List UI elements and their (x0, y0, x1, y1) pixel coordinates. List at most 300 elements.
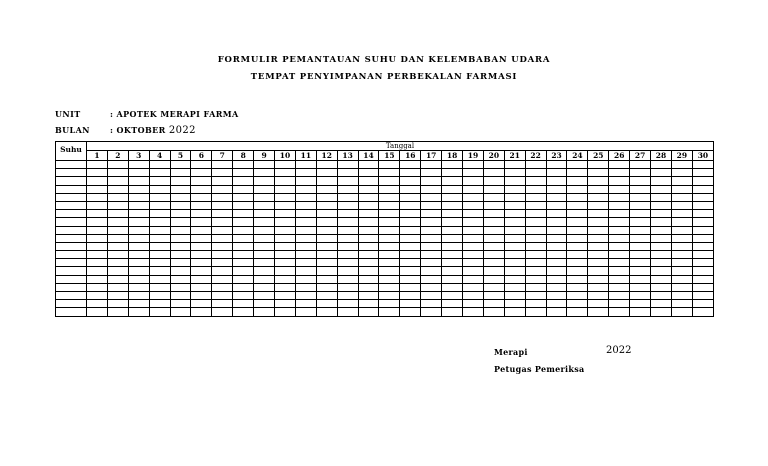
reading-cell[interactable] (588, 193, 609, 201)
reading-cell[interactable] (588, 218, 609, 226)
reading-cell[interactable] (233, 177, 254, 185)
reading-cell[interactable] (692, 193, 713, 201)
reading-cell[interactable] (128, 251, 149, 259)
reading-cell[interactable] (170, 259, 191, 267)
suhu-cell[interactable] (56, 234, 87, 242)
reading-cell[interactable] (191, 283, 212, 291)
reading-cell[interactable] (546, 242, 567, 250)
reading-cell[interactable] (275, 234, 296, 242)
reading-cell[interactable] (546, 161, 567, 169)
reading-cell[interactable] (651, 283, 672, 291)
reading-cell[interactable] (463, 308, 484, 316)
reading-cell[interactable] (337, 193, 358, 201)
reading-cell[interactable] (295, 251, 316, 259)
reading-cell[interactable] (400, 201, 421, 209)
reading-cell[interactable] (463, 169, 484, 177)
reading-cell[interactable] (609, 267, 630, 275)
reading-cell[interactable] (421, 169, 442, 177)
reading-cell[interactable] (442, 161, 463, 169)
reading-cell[interactable] (651, 226, 672, 234)
reading-cell[interactable] (254, 201, 275, 209)
reading-cell[interactable] (275, 267, 296, 275)
reading-cell[interactable] (609, 251, 630, 259)
reading-cell[interactable] (692, 300, 713, 308)
reading-cell[interactable] (692, 226, 713, 234)
reading-cell[interactable] (337, 300, 358, 308)
reading-cell[interactable] (588, 161, 609, 169)
reading-cell[interactable] (463, 177, 484, 185)
reading-cell[interactable] (233, 185, 254, 193)
reading-cell[interactable] (128, 283, 149, 291)
reading-cell[interactable] (191, 185, 212, 193)
reading-cell[interactable] (567, 242, 588, 250)
reading-cell[interactable] (233, 292, 254, 300)
reading-cell[interactable] (275, 292, 296, 300)
reading-cell[interactable] (337, 210, 358, 218)
reading-cell[interactable] (170, 210, 191, 218)
suhu-cell[interactable] (56, 193, 87, 201)
reading-cell[interactable] (588, 251, 609, 259)
reading-cell[interactable] (442, 275, 463, 283)
reading-cell[interactable] (609, 169, 630, 177)
reading-cell[interactable] (316, 242, 337, 250)
reading-cell[interactable] (275, 201, 296, 209)
reading-cell[interactable] (525, 275, 546, 283)
reading-cell[interactable] (149, 177, 170, 185)
reading-cell[interactable] (358, 201, 379, 209)
reading-cell[interactable] (275, 161, 296, 169)
reading-cell[interactable] (609, 185, 630, 193)
reading-cell[interactable] (525, 218, 546, 226)
reading-cell[interactable] (463, 283, 484, 291)
reading-cell[interactable] (358, 218, 379, 226)
reading-cell[interactable] (651, 259, 672, 267)
reading-cell[interactable] (651, 177, 672, 185)
reading-cell[interactable] (442, 169, 463, 177)
reading-cell[interactable] (191, 242, 212, 250)
reading-cell[interactable] (567, 251, 588, 259)
suhu-cell[interactable] (56, 275, 87, 283)
reading-cell[interactable] (483, 210, 504, 218)
suhu-cell[interactable] (56, 267, 87, 275)
reading-cell[interactable] (295, 275, 316, 283)
reading-cell[interactable] (609, 193, 630, 201)
reading-cell[interactable] (546, 251, 567, 259)
reading-cell[interactable] (504, 251, 525, 259)
reading-cell[interactable] (483, 300, 504, 308)
reading-cell[interactable] (671, 234, 692, 242)
reading-cell[interactable] (463, 267, 484, 275)
reading-cell[interactable] (525, 308, 546, 316)
reading-cell[interactable] (546, 275, 567, 283)
reading-cell[interactable] (233, 234, 254, 242)
reading-cell[interactable] (337, 283, 358, 291)
reading-cell[interactable] (463, 234, 484, 242)
reading-cell[interactable] (588, 283, 609, 291)
reading-cell[interactable] (107, 267, 128, 275)
reading-cell[interactable] (107, 292, 128, 300)
reading-cell[interactable] (504, 308, 525, 316)
reading-cell[interactable] (671, 193, 692, 201)
reading-cell[interactable] (630, 218, 651, 226)
reading-cell[interactable] (546, 169, 567, 177)
reading-cell[interactable] (170, 300, 191, 308)
reading-cell[interactable] (191, 177, 212, 185)
reading-cell[interactable] (588, 242, 609, 250)
suhu-cell[interactable] (56, 259, 87, 267)
reading-cell[interactable] (651, 210, 672, 218)
suhu-cell[interactable] (56, 177, 87, 185)
reading-cell[interactable] (107, 251, 128, 259)
reading-cell[interactable] (651, 234, 672, 242)
reading-cell[interactable] (128, 267, 149, 275)
reading-cell[interactable] (567, 201, 588, 209)
reading-cell[interactable] (504, 234, 525, 242)
reading-cell[interactable] (358, 267, 379, 275)
reading-cell[interactable] (107, 283, 128, 291)
reading-cell[interactable] (609, 161, 630, 169)
reading-cell[interactable] (421, 193, 442, 201)
reading-cell[interactable] (588, 177, 609, 185)
reading-cell[interactable] (421, 185, 442, 193)
reading-cell[interactable] (546, 267, 567, 275)
reading-cell[interactable] (358, 226, 379, 234)
reading-cell[interactable] (295, 201, 316, 209)
reading-cell[interactable] (379, 226, 400, 234)
reading-cell[interactable] (630, 275, 651, 283)
reading-cell[interactable] (421, 283, 442, 291)
reading-cell[interactable] (87, 218, 108, 226)
reading-cell[interactable] (107, 210, 128, 218)
reading-cell[interactable] (525, 177, 546, 185)
reading-cell[interactable] (379, 234, 400, 242)
reading-cell[interactable] (400, 185, 421, 193)
reading-cell[interactable] (379, 218, 400, 226)
reading-cell[interactable] (609, 201, 630, 209)
reading-cell[interactable] (128, 226, 149, 234)
reading-cell[interactable] (609, 234, 630, 242)
reading-cell[interactable] (588, 300, 609, 308)
reading-cell[interactable] (483, 218, 504, 226)
reading-cell[interactable] (546, 292, 567, 300)
reading-cell[interactable] (337, 292, 358, 300)
reading-cell[interactable] (546, 234, 567, 242)
reading-cell[interactable] (212, 283, 233, 291)
reading-cell[interactable] (442, 259, 463, 267)
reading-cell[interactable] (87, 292, 108, 300)
reading-cell[interactable] (400, 267, 421, 275)
reading-cell[interactable] (358, 193, 379, 201)
reading-cell[interactable] (128, 292, 149, 300)
reading-cell[interactable] (692, 169, 713, 177)
reading-cell[interactable] (525, 201, 546, 209)
reading-cell[interactable] (525, 210, 546, 218)
reading-cell[interactable] (671, 283, 692, 291)
reading-cell[interactable] (504, 226, 525, 234)
reading-cell[interactable] (170, 251, 191, 259)
suhu-cell[interactable] (56, 242, 87, 250)
reading-cell[interactable] (567, 259, 588, 267)
reading-cell[interactable] (567, 161, 588, 169)
reading-cell[interactable] (337, 177, 358, 185)
reading-cell[interactable] (233, 300, 254, 308)
reading-cell[interactable] (588, 259, 609, 267)
reading-cell[interactable] (233, 210, 254, 218)
reading-cell[interactable] (212, 242, 233, 250)
reading-cell[interactable] (504, 161, 525, 169)
reading-cell[interactable] (191, 300, 212, 308)
reading-cell[interactable] (170, 161, 191, 169)
reading-cell[interactable] (149, 210, 170, 218)
reading-cell[interactable] (87, 201, 108, 209)
reading-cell[interactable] (567, 283, 588, 291)
reading-cell[interactable] (212, 259, 233, 267)
reading-cell[interactable] (504, 218, 525, 226)
reading-cell[interactable] (212, 300, 233, 308)
suhu-cell[interactable] (56, 226, 87, 234)
reading-cell[interactable] (87, 234, 108, 242)
reading-cell[interactable] (358, 210, 379, 218)
reading-cell[interactable] (609, 300, 630, 308)
reading-cell[interactable] (442, 177, 463, 185)
reading-cell[interactable] (254, 251, 275, 259)
reading-cell[interactable] (442, 226, 463, 234)
reading-cell[interactable] (128, 308, 149, 316)
reading-cell[interactable] (212, 251, 233, 259)
reading-cell[interactable] (504, 275, 525, 283)
reading-cell[interactable] (87, 169, 108, 177)
reading-cell[interactable] (400, 275, 421, 283)
reading-cell[interactable] (651, 218, 672, 226)
reading-cell[interactable] (463, 161, 484, 169)
reading-cell[interactable] (525, 242, 546, 250)
reading-cell[interactable] (504, 283, 525, 291)
reading-cell[interactable] (504, 169, 525, 177)
reading-cell[interactable] (275, 308, 296, 316)
reading-cell[interactable] (233, 308, 254, 316)
reading-cell[interactable] (295, 242, 316, 250)
reading-cell[interactable] (442, 242, 463, 250)
reading-cell[interactable] (671, 185, 692, 193)
reading-cell[interactable] (337, 201, 358, 209)
reading-cell[interactable] (107, 275, 128, 283)
reading-cell[interactable] (671, 267, 692, 275)
reading-cell[interactable] (212, 177, 233, 185)
reading-cell[interactable] (609, 218, 630, 226)
reading-cell[interactable] (379, 308, 400, 316)
reading-cell[interactable] (525, 292, 546, 300)
reading-cell[interactable] (504, 185, 525, 193)
reading-cell[interactable] (421, 234, 442, 242)
suhu-cell[interactable] (56, 185, 87, 193)
reading-cell[interactable] (609, 210, 630, 218)
reading-cell[interactable] (379, 292, 400, 300)
reading-cell[interactable] (567, 267, 588, 275)
reading-cell[interactable] (107, 201, 128, 209)
reading-cell[interactable] (463, 292, 484, 300)
reading-cell[interactable] (400, 177, 421, 185)
reading-cell[interactable] (233, 201, 254, 209)
reading-cell[interactable] (128, 185, 149, 193)
reading-cell[interactable] (463, 201, 484, 209)
reading-cell[interactable] (358, 161, 379, 169)
reading-cell[interactable] (149, 161, 170, 169)
reading-cell[interactable] (337, 267, 358, 275)
reading-cell[interactable] (546, 210, 567, 218)
reading-cell[interactable] (651, 193, 672, 201)
suhu-cell[interactable] (56, 308, 87, 316)
reading-cell[interactable] (546, 201, 567, 209)
reading-cell[interactable] (483, 308, 504, 316)
reading-cell[interactable] (233, 242, 254, 250)
reading-cell[interactable] (630, 193, 651, 201)
reading-cell[interactable] (233, 283, 254, 291)
reading-cell[interactable] (295, 300, 316, 308)
reading-cell[interactable] (442, 292, 463, 300)
reading-cell[interactable] (107, 185, 128, 193)
reading-cell[interactable] (191, 210, 212, 218)
reading-cell[interactable] (504, 300, 525, 308)
reading-cell[interactable] (295, 292, 316, 300)
reading-cell[interactable] (442, 267, 463, 275)
reading-cell[interactable] (609, 283, 630, 291)
reading-cell[interactable] (651, 242, 672, 250)
reading-cell[interactable] (128, 218, 149, 226)
reading-cell[interactable] (421, 242, 442, 250)
reading-cell[interactable] (630, 201, 651, 209)
reading-cell[interactable] (421, 210, 442, 218)
reading-cell[interactable] (358, 275, 379, 283)
suhu-cell[interactable] (56, 292, 87, 300)
reading-cell[interactable] (316, 275, 337, 283)
reading-cell[interactable] (107, 161, 128, 169)
reading-cell[interactable] (128, 193, 149, 201)
reading-cell[interactable] (358, 300, 379, 308)
reading-cell[interactable] (483, 185, 504, 193)
reading-cell[interactable] (149, 242, 170, 250)
reading-cell[interactable] (692, 267, 713, 275)
reading-cell[interactable] (87, 251, 108, 259)
reading-cell[interactable] (107, 259, 128, 267)
reading-cell[interactable] (483, 283, 504, 291)
reading-cell[interactable] (233, 226, 254, 234)
reading-cell[interactable] (692, 234, 713, 242)
reading-cell[interactable] (233, 218, 254, 226)
reading-cell[interactable] (254, 308, 275, 316)
reading-cell[interactable] (87, 185, 108, 193)
reading-cell[interactable] (379, 185, 400, 193)
reading-cell[interactable] (191, 308, 212, 316)
reading-cell[interactable] (149, 267, 170, 275)
reading-cell[interactable] (400, 210, 421, 218)
reading-cell[interactable] (483, 234, 504, 242)
reading-cell[interactable] (671, 242, 692, 250)
reading-cell[interactable] (651, 300, 672, 308)
reading-cell[interactable] (212, 210, 233, 218)
reading-cell[interactable] (421, 275, 442, 283)
reading-cell[interactable] (651, 201, 672, 209)
reading-cell[interactable] (337, 275, 358, 283)
reading-cell[interactable] (212, 308, 233, 316)
reading-cell[interactable] (170, 226, 191, 234)
reading-cell[interactable] (254, 234, 275, 242)
reading-cell[interactable] (358, 177, 379, 185)
reading-cell[interactable] (316, 201, 337, 209)
reading-cell[interactable] (191, 259, 212, 267)
reading-cell[interactable] (442, 185, 463, 193)
reading-cell[interactable] (275, 300, 296, 308)
reading-cell[interactable] (254, 218, 275, 226)
reading-cell[interactable] (233, 259, 254, 267)
reading-cell[interactable] (191, 169, 212, 177)
reading-cell[interactable] (692, 210, 713, 218)
reading-cell[interactable] (295, 210, 316, 218)
reading-cell[interactable] (483, 226, 504, 234)
reading-cell[interactable] (212, 201, 233, 209)
reading-cell[interactable] (379, 251, 400, 259)
reading-cell[interactable] (400, 234, 421, 242)
reading-cell[interactable] (191, 275, 212, 283)
reading-cell[interactable] (651, 185, 672, 193)
reading-cell[interactable] (275, 275, 296, 283)
reading-cell[interactable] (504, 267, 525, 275)
reading-cell[interactable] (337, 242, 358, 250)
reading-cell[interactable] (567, 210, 588, 218)
reading-cell[interactable] (546, 226, 567, 234)
reading-cell[interactable] (358, 169, 379, 177)
reading-cell[interactable] (295, 161, 316, 169)
reading-cell[interactable] (421, 226, 442, 234)
reading-cell[interactable] (107, 242, 128, 250)
reading-cell[interactable] (107, 226, 128, 234)
reading-cell[interactable] (358, 234, 379, 242)
reading-cell[interactable] (233, 275, 254, 283)
reading-cell[interactable] (254, 267, 275, 275)
reading-cell[interactable] (483, 275, 504, 283)
reading-cell[interactable] (254, 283, 275, 291)
reading-cell[interactable] (316, 169, 337, 177)
reading-cell[interactable] (442, 251, 463, 259)
reading-cell[interactable] (128, 259, 149, 267)
reading-cell[interactable] (87, 242, 108, 250)
reading-cell[interactable] (254, 177, 275, 185)
reading-cell[interactable] (483, 267, 504, 275)
reading-cell[interactable] (107, 169, 128, 177)
reading-cell[interactable] (463, 210, 484, 218)
reading-cell[interactable] (525, 300, 546, 308)
reading-cell[interactable] (483, 177, 504, 185)
reading-cell[interactable] (630, 210, 651, 218)
reading-cell[interactable] (212, 234, 233, 242)
reading-cell[interactable] (295, 177, 316, 185)
reading-cell[interactable] (295, 193, 316, 201)
reading-cell[interactable] (254, 259, 275, 267)
reading-cell[interactable] (149, 292, 170, 300)
reading-cell[interactable] (275, 169, 296, 177)
reading-cell[interactable] (128, 210, 149, 218)
reading-cell[interactable] (421, 218, 442, 226)
reading-cell[interactable] (254, 300, 275, 308)
reading-cell[interactable] (483, 251, 504, 259)
reading-cell[interactable] (421, 267, 442, 275)
reading-cell[interactable] (442, 193, 463, 201)
reading-cell[interactable] (149, 185, 170, 193)
reading-cell[interactable] (191, 201, 212, 209)
reading-cell[interactable] (337, 308, 358, 316)
reading-cell[interactable] (504, 177, 525, 185)
reading-cell[interactable] (609, 292, 630, 300)
reading-cell[interactable] (275, 177, 296, 185)
